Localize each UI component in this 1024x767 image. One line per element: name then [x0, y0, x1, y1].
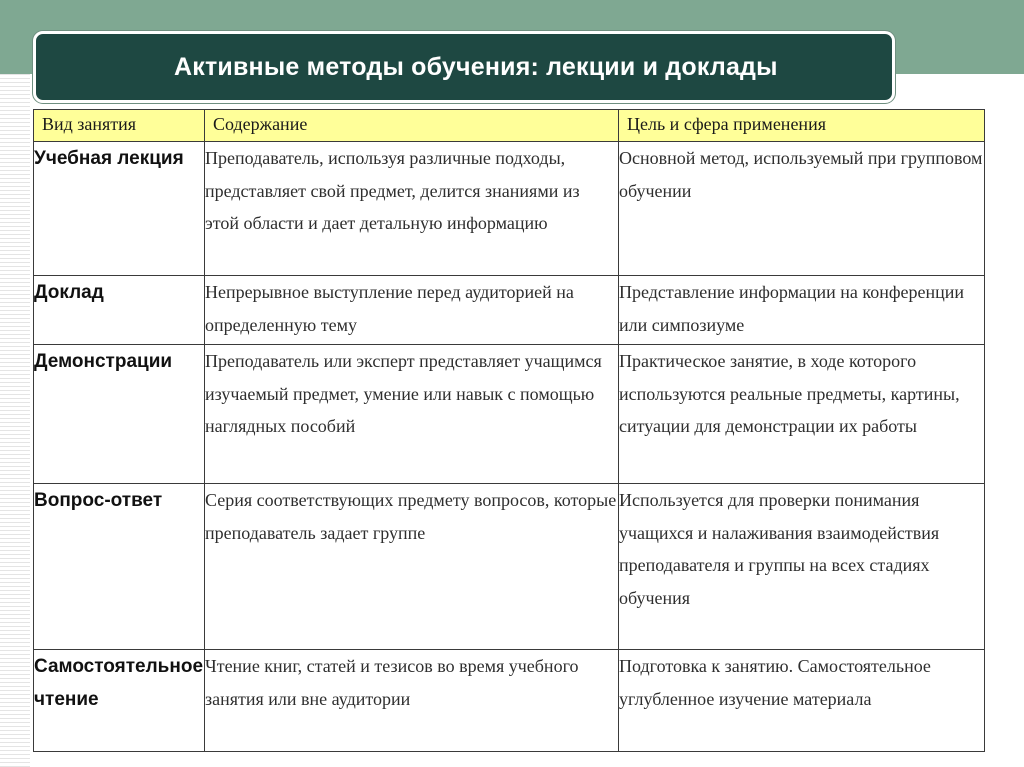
row-content: Серия соответствующих предмету вопросов, которые преподаватель задает группе: [205, 484, 619, 650]
decorative-stripes: [0, 74, 30, 767]
row-type: Вопрос-ответ: [34, 484, 205, 650]
methods-table: [33, 109, 985, 752]
table-row: [34, 484, 985, 650]
row-type: Демонстрации: [34, 345, 205, 484]
row-content: Преподаватель, используя различные подходы, представляет свой предмет, делится знаниями из этой области и дает детальную информацию: [205, 142, 619, 276]
row-type: Доклад: [34, 276, 205, 345]
row-content: Чтение книг, статей и тезисов во время учебного занятия или вне аудитории: [205, 650, 619, 752]
table-row: [34, 276, 985, 345]
table-row: [34, 345, 985, 484]
header-content: Содержание: [205, 110, 619, 142]
slide-title: Активные методы обучения: лекции и доклады: [174, 52, 778, 81]
table-row: [34, 650, 985, 752]
row-purpose: Практическое занятие, в ходе которого используются реальные предметы, картины, ситуации для демонстрации их работы: [619, 345, 985, 484]
row-type: Учебная лекция: [34, 142, 205, 276]
row-purpose: Основной метод, используемый при групповом обучении: [619, 142, 985, 276]
table-row: [34, 142, 985, 276]
row-purpose: Представление информации на конференции или симпозиуме: [619, 276, 985, 345]
row-content: Преподаватель или эксперт представляет учащимся изучаемый предмет, умение или навык с помощью наглядных пособий: [205, 345, 619, 484]
title-banner: [33, 31, 895, 103]
row-type: Самостоятельное чтение: [34, 650, 205, 752]
row-purpose: Используется для проверки понимания учащихся и налаживания взаимодействия преподавателя и группы на всех стадиях обучения: [619, 484, 985, 650]
row-content: Непрерывное выступление перед аудиторией на определенную тему: [205, 276, 619, 345]
header-type: Вид занятия: [34, 110, 205, 142]
table-header-row: [34, 110, 985, 142]
row-purpose: Подготовка к занятию. Самостоятельное углубленное изучение материала: [619, 650, 985, 752]
header-purpose: Цель и сфера применения: [619, 110, 985, 142]
